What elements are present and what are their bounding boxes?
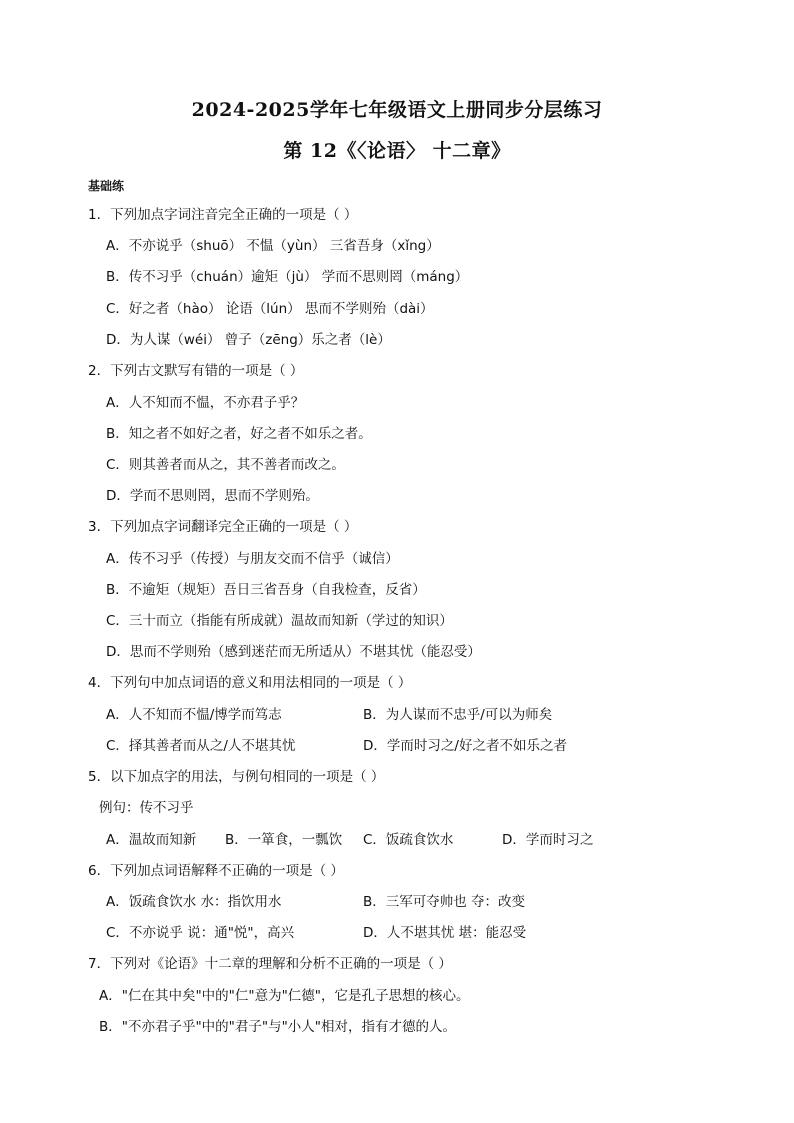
question-2-option-c: C．则其善者而从之，其不善者而改之。 [106, 457, 345, 473]
question-3-option-a: A．传不习乎（传授）与朋友交而不信乎（诚信） [106, 551, 399, 567]
question-3-option-c: C．三十而立（指能有所成就）温故而知新（学过的知识） [106, 613, 453, 629]
question-2-option-d: D．学而不思则罔，思而不学则殆。 [106, 488, 319, 504]
question-6-option-d: D．人不堪其忧 堪：能忍受 [363, 925, 527, 941]
question-1-option-d: D．为人谋（wéi） 曾子（zēng）乐之者（lè） [106, 332, 391, 348]
document-title: 2024-2025学年七年级语文上册同步分层练习 [191, 99, 603, 121]
question-1-option-a: A．不亦说乎（shuō） 不愠（yùn） 三省吾身（xǐng） [106, 238, 440, 254]
question-7-option-b: B．"不亦君子乎"中的"君子"与"小人"相对，指有才德的人。 [99, 1019, 457, 1035]
question-1-option-c: C．好之者（hào） 论语（lún） 思而不学则殆（dài） [106, 301, 434, 317]
question-6: 6．下列加点词语解释不正确的一项是（ ） [88, 863, 344, 879]
question-4: 4．下列句中加点词语的意义和用法相同的一项是（ ） [88, 675, 412, 691]
question-5-option-c: C．饭疏食饮水 [363, 832, 454, 848]
question-2-option-a: A．人不知而不愠，不亦君子乎？ [106, 395, 305, 411]
question-3-option-d: D．思而不学则殆（感到迷茫而无所适从）不堪其忧（能忍受） [106, 644, 481, 660]
document-subtitle: 第 12《〈论语〉 十二章》 [283, 140, 511, 162]
question-1: 1．下列加点字词注音完全正确的一项是（ ） [88, 207, 358, 223]
question-7-option-a: A．"仁在其中矣"中的"仁"意为"仁德"，它是孔子思想的核心。 [99, 988, 470, 1004]
question-4-option-c: C．择其善者而从之/人不堪其忧 [106, 738, 296, 754]
question-4-option-d: D．学而时习之/好之者不如乐之者 [363, 738, 567, 754]
question-3: 3．下列加点字词翻译完全正确的一项是（ ） [88, 519, 358, 535]
question-4-option-b: B．为人谋而不忠乎/可以为师矣 [363, 707, 553, 723]
question-3-option-b: B．不逾矩（规矩）吾日三省吾身（自我检查，反省） [106, 582, 426, 598]
question-5: 5．以下加点字的用法，与例句相同的一项是（ ） [88, 769, 385, 785]
question-6-option-b: B．三军可夺帅也 夺：改变 [363, 894, 526, 910]
question-5-option-b: B．一箪食，一瓢饮 [225, 832, 343, 848]
question-2-option-b: B．知之者不如好之者，好之者不如乐之者。 [106, 426, 372, 442]
section-heading: 基础练 [88, 179, 125, 193]
question-6-option-c: C．不亦说乎 说：通"悦"，高兴 [106, 925, 295, 941]
question-5-example: 例句：传不习乎 [99, 800, 194, 816]
question-1-option-b: B．传不习乎（chuán）逾矩（jù） 学而不思则罔（máng） [106, 269, 469, 285]
question-5-option-a: A．温故而知新 [106, 832, 197, 848]
question-7: 7．下列对《论语》十二章的理解和分析不正确的一项是（ ） [88, 956, 452, 972]
question-2: 2．下列古文默写有错的一项是（ ） [88, 363, 304, 379]
question-5-option-d: D．学而时习之 [502, 832, 594, 848]
question-4-option-a: A．人不知而不愠/博学而笃志 [106, 707, 282, 723]
question-6-option-a: A．饭疏食饮水 水：指饮用水 [106, 894, 282, 910]
